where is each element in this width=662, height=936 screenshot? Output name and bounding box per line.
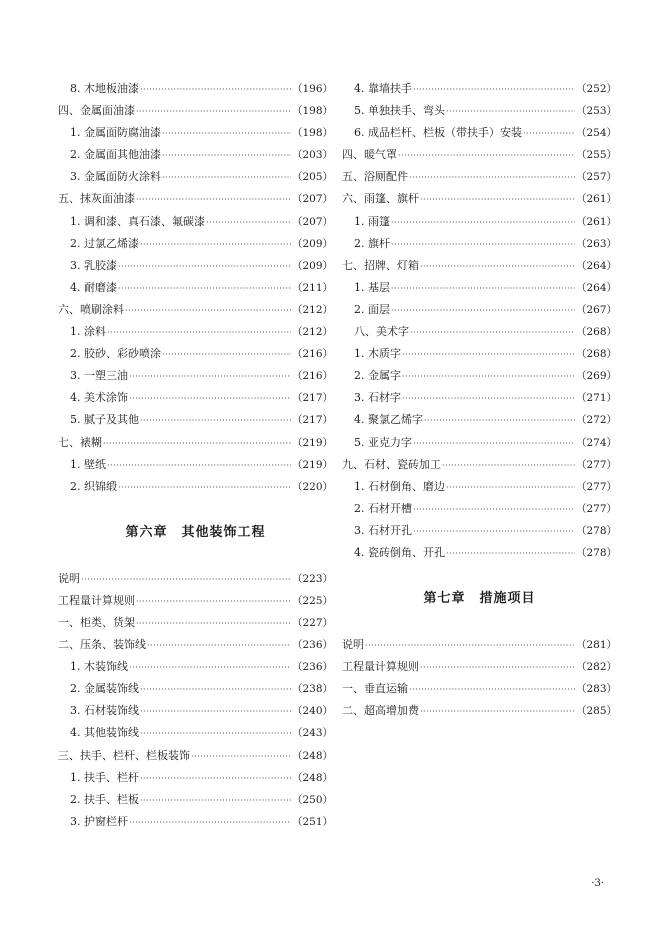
toc-entry <box>342 409 617 431</box>
chapter-number: 第六章 <box>125 524 168 540</box>
dot-leader <box>391 234 575 256</box>
dot-leader <box>81 569 291 591</box>
toc-entry-title: 1. 木装饰线 <box>70 660 128 674</box>
toc-entry-page: （209） <box>291 259 333 272</box>
toc-entry-title: 2. 过氯乙烯漆 <box>70 236 139 250</box>
toc-entry-title: 七、招牌、灯箱 <box>342 258 419 272</box>
dot-leader <box>446 101 575 123</box>
toc-entry-page: （253） <box>575 105 617 118</box>
dot-leader <box>206 212 291 234</box>
toc-entry-page: （236） <box>291 639 333 652</box>
toc-entry <box>342 166 617 188</box>
toc-entry-page: （281） <box>575 639 617 652</box>
dot-leader <box>162 167 291 189</box>
toc-list <box>58 568 333 833</box>
toc-entry-title: 七、裱糊 <box>58 435 102 449</box>
toc-entry <box>58 78 333 100</box>
dot-leader <box>402 388 575 410</box>
toc-entry-title: 五、浴厕配件 <box>342 170 408 184</box>
toc-entry-page: （283） <box>575 683 617 696</box>
toc-entry-title: 二、压条、装饰线 <box>58 638 146 652</box>
dot-leader <box>129 388 291 410</box>
toc-entry <box>342 188 617 210</box>
toc-entry-page: （264） <box>575 259 617 272</box>
dot-leader <box>129 812 291 834</box>
dot-leader <box>413 499 575 521</box>
toc-entry <box>342 387 617 409</box>
dot-leader <box>140 701 291 723</box>
toc-entry-title: 四、金属面油漆 <box>58 104 135 118</box>
toc-entry <box>58 590 333 612</box>
toc-entry <box>342 343 617 365</box>
toc-entry <box>58 122 333 144</box>
toc-entry-title: 5. 亚克力字 <box>354 435 412 449</box>
toc-entry-title: 3. 金属面防火涂料 <box>70 170 161 184</box>
toc-entry-page: （236） <box>291 661 333 674</box>
dot-leader <box>424 410 575 432</box>
toc-entry-page: （212） <box>291 303 333 316</box>
toc-entry <box>342 476 617 498</box>
dot-leader <box>136 189 291 211</box>
toc-entry-title: 4. 耐磨漆 <box>70 280 117 294</box>
chapter-number: 第七章 <box>423 591 466 607</box>
toc-entry-title: 六、喷刷涂料 <box>58 302 124 316</box>
toc-entry-title: 2. 金属装饰线 <box>70 682 139 696</box>
toc-entry-title: 工程量计算规则 <box>58 593 135 607</box>
toc-entry-page: （243） <box>291 727 333 740</box>
toc-entry-title: 3. 石材字 <box>354 391 401 405</box>
dot-leader <box>140 768 291 790</box>
toc-entry <box>58 343 333 365</box>
toc-list <box>58 78 333 498</box>
dot-leader <box>413 79 575 101</box>
toc-entry-page: （282） <box>575 661 617 674</box>
toc-entry <box>58 568 333 590</box>
toc-entry <box>342 144 617 166</box>
toc-entry <box>58 299 333 321</box>
toc-entry-title: 五、抹灰面油漆 <box>58 192 135 206</box>
dot-leader <box>191 746 291 768</box>
toc-entry <box>342 233 617 255</box>
dot-leader <box>410 322 575 344</box>
toc-entry <box>58 700 333 722</box>
dot-leader <box>402 366 575 388</box>
toc-entry-title: 说明 <box>58 571 80 585</box>
toc-entry-title: 1. 石材倒角、磨边 <box>354 479 445 493</box>
toc-entry-page: （198） <box>291 127 333 140</box>
dot-leader <box>118 256 291 278</box>
toc-entry-page: （251） <box>291 815 333 828</box>
toc-entry-title: 4. 美术涂饰 <box>70 391 128 405</box>
toc-entry-page: （277） <box>575 480 617 493</box>
toc-entry-title: 1. 雨篷 <box>354 214 390 228</box>
toc-entry-page: （207） <box>291 193 333 206</box>
toc-list <box>342 78 617 564</box>
dot-leader <box>162 123 291 145</box>
dot-leader <box>136 613 291 635</box>
toc-entry-title: 说明 <box>342 638 364 652</box>
toc-entry-title: 三、扶手、栏杆、栏板装饰 <box>58 748 190 762</box>
dot-leader <box>129 657 291 679</box>
toc-entry-title: 1. 金属面防腐油漆 <box>70 126 161 140</box>
toc-entry-page: （261） <box>575 193 617 206</box>
toc-entry <box>58 387 333 409</box>
toc-entry <box>58 767 333 789</box>
toc-entry-page: （278） <box>575 524 617 537</box>
toc-entry-title: 1. 基层 <box>354 280 390 294</box>
toc-list <box>342 634 617 722</box>
toc-entry-page: （207） <box>291 215 333 228</box>
toc-entry-title: 1. 壁纸 <box>70 457 106 471</box>
dot-leader <box>107 322 291 344</box>
dot-leader <box>118 477 291 499</box>
toc-entry-title: 工程量计算规则 <box>342 660 419 674</box>
toc-entry <box>342 321 617 343</box>
toc-entry-page: （216） <box>291 348 333 361</box>
toc-entry <box>58 432 333 454</box>
toc-entry-title: 2. 旗杆 <box>354 236 390 250</box>
dot-leader <box>420 189 575 211</box>
toc-entry-title: 2. 扶手、栏板 <box>70 792 139 806</box>
dot-leader <box>140 790 291 812</box>
toc-left-column <box>58 78 333 833</box>
dot-leader <box>402 344 575 366</box>
toc-entry <box>342 542 617 564</box>
toc-entry-title: 八、美术字 <box>354 325 409 339</box>
toc-entry-title: 3. 一塑三油 <box>70 369 128 383</box>
dot-leader <box>162 145 291 167</box>
toc-entry-page: （209） <box>291 237 333 250</box>
dot-leader <box>118 278 291 300</box>
toc-entry-page: （267） <box>575 303 617 316</box>
toc-entry-title: 1. 木质字 <box>354 347 401 361</box>
toc-entry <box>58 789 333 811</box>
dot-leader <box>446 543 575 565</box>
toc-entry-title: 3. 石材开孔 <box>354 523 412 537</box>
toc-entry-page: （240） <box>291 705 333 718</box>
dot-leader <box>103 433 291 455</box>
toc-entry-page: （261） <box>575 215 617 228</box>
toc-entry-page: （268） <box>575 326 617 339</box>
dot-leader <box>420 701 575 723</box>
toc-entry-title: 4. 聚氯乙烯字 <box>354 413 423 427</box>
page-number: ·3· <box>591 878 604 889</box>
toc-entry-page: （250） <box>291 793 333 806</box>
chapter-title: 措施项目 <box>479 591 536 607</box>
toc-entry <box>58 656 333 678</box>
dot-leader <box>365 635 575 657</box>
toc-entry-title: 3. 石材装饰线 <box>70 704 139 718</box>
toc-entry-page: （217） <box>291 392 333 405</box>
toc-entry <box>58 277 333 299</box>
toc-entry <box>58 144 333 166</box>
toc-entry-page: （278） <box>575 546 617 559</box>
toc-entry-title: 4. 其他装饰线 <box>70 726 139 740</box>
dot-leader <box>162 344 291 366</box>
dot-leader <box>140 79 291 101</box>
toc-entry <box>342 656 617 678</box>
toc-entry-title: 一、垂直运输 <box>342 682 408 696</box>
toc-entry-title: 1. 调和漆、真石漆、氟碳漆 <box>70 214 205 228</box>
dot-leader <box>147 635 291 657</box>
toc-entry <box>58 409 333 431</box>
toc-entry-title: 4. 靠墙扶手 <box>354 82 412 95</box>
toc-entry <box>342 520 617 542</box>
toc-entry <box>58 454 333 476</box>
toc-entry <box>342 454 617 476</box>
dot-leader <box>523 123 575 145</box>
toc-entry-page: （248） <box>291 771 333 784</box>
dot-leader <box>136 591 291 613</box>
dot-leader <box>413 433 575 455</box>
dot-leader <box>391 300 575 322</box>
dot-leader <box>446 477 575 499</box>
toc-right-column <box>342 78 617 722</box>
toc-entry <box>58 100 333 122</box>
toc-entry-page: （205） <box>291 171 333 184</box>
toc-entry <box>342 122 617 144</box>
dot-leader <box>409 167 575 189</box>
toc-entry <box>58 321 333 343</box>
toc-entry-page: （198） <box>291 105 333 118</box>
toc-entry-page: （211） <box>291 281 333 294</box>
toc-entry-title: 2. 胶砂、彩砂喷涂 <box>70 347 161 361</box>
toc-entry-page: （225） <box>291 594 333 607</box>
toc-entry-page: （203） <box>291 149 333 162</box>
toc-entry <box>342 277 617 299</box>
toc-entry <box>58 476 333 498</box>
toc-entry-page: （227） <box>291 616 333 629</box>
toc-entry-title: 2. 面层 <box>354 302 390 316</box>
toc-entry-title: 5. 腻子及其他 <box>70 413 139 427</box>
toc-entry-title: 8. 木地板油漆 <box>70 82 139 95</box>
dot-leader <box>391 212 575 234</box>
toc-entry-page: （257） <box>575 171 617 184</box>
dot-leader <box>391 278 575 300</box>
dot-leader <box>413 521 575 543</box>
dot-leader <box>420 657 575 679</box>
toc-entry <box>342 299 617 321</box>
chapter-heading <box>342 570 617 628</box>
dot-leader <box>129 366 291 388</box>
toc-entry-title: 1. 涂料 <box>70 325 106 339</box>
toc-entry-page: （248） <box>291 749 333 762</box>
toc-entry <box>58 722 333 744</box>
toc-entry <box>58 678 333 700</box>
toc-entry-page: （217） <box>291 414 333 427</box>
dot-leader <box>398 145 575 167</box>
dot-leader <box>409 679 575 701</box>
toc-entry <box>58 188 333 210</box>
toc-entry <box>58 233 333 255</box>
dot-leader <box>107 455 291 477</box>
toc-entry-page: （254） <box>575 127 617 140</box>
toc-entry <box>342 211 617 233</box>
toc-entry <box>58 745 333 767</box>
dot-leader <box>125 300 291 322</box>
toc-entry-page: （196） <box>291 83 333 95</box>
toc-entry-page: （277） <box>575 458 617 471</box>
toc-entry-page: （216） <box>291 370 333 383</box>
toc-entry <box>58 612 333 634</box>
toc-entry <box>58 811 333 833</box>
dot-leader <box>442 455 575 477</box>
toc-entry <box>58 255 333 277</box>
toc-entry-title: 二、超高增加费 <box>342 704 419 718</box>
toc-entry-page: （271） <box>575 392 617 405</box>
toc-entry <box>58 211 333 233</box>
dot-leader <box>140 410 291 432</box>
toc-entry-title: 2. 石材开槽 <box>354 501 412 515</box>
toc-entry <box>342 498 617 520</box>
toc-entry-page: （274） <box>575 436 617 449</box>
toc-entry <box>342 255 617 277</box>
toc-entry <box>342 78 617 100</box>
toc-entry-title: 5. 单独扶手、弯头 <box>354 104 445 118</box>
toc-entry-page: （223） <box>291 572 333 585</box>
toc-entry-page: （269） <box>575 370 617 383</box>
toc-entry-title: 一、柜类、货架 <box>58 615 135 629</box>
toc-entry <box>342 365 617 387</box>
toc-entry <box>58 365 333 387</box>
toc-entry <box>342 634 617 656</box>
toc-entry-page: （285） <box>575 705 617 718</box>
toc-entry-page: （219） <box>291 436 333 449</box>
toc-entry <box>58 634 333 656</box>
toc-entry-page: （268） <box>575 348 617 361</box>
toc-entry-title: 2. 织锦缎 <box>70 479 117 493</box>
toc-entry-title: 4. 瓷砖倒角、开孔 <box>354 545 445 559</box>
toc-entry-page: （263） <box>575 237 617 250</box>
dot-leader <box>136 101 291 123</box>
toc-entry-title: 3. 乳胶漆 <box>70 258 117 272</box>
dot-leader <box>420 256 575 278</box>
toc-entry-page: （252） <box>575 83 617 95</box>
toc-entry-page: （220） <box>291 480 333 493</box>
toc-entry-title: 1. 扶手、栏杆 <box>70 770 139 784</box>
toc-entry-title: 3. 护窗栏杆 <box>70 814 128 828</box>
toc-entry-page: （219） <box>291 458 333 471</box>
toc-entry-page: （272） <box>575 414 617 427</box>
toc-entry-title: 6. 成品栏杆、栏板（带扶手）安装 <box>354 126 522 140</box>
toc-entry-title: 2. 金属面其他油漆 <box>70 148 161 162</box>
dot-leader <box>140 679 291 701</box>
toc-entry-page: （212） <box>291 326 333 339</box>
toc-entry <box>342 432 617 454</box>
toc-entry <box>58 166 333 188</box>
toc-entry-title: 六、雨篷、旗杆 <box>342 192 419 206</box>
toc-entry-page: （277） <box>575 502 617 515</box>
toc-entry-page: （264） <box>575 281 617 294</box>
chapter-title: 其他装饰工程 <box>181 524 266 540</box>
toc-entry-title: 九、石材、瓷砖加工 <box>342 457 441 471</box>
toc-entry <box>342 700 617 722</box>
toc-entry-title: 2. 金属字 <box>354 369 401 383</box>
toc-entry-page: （238） <box>291 683 333 696</box>
toc-entry <box>342 678 617 700</box>
toc-entry <box>342 100 617 122</box>
chapter-heading <box>58 503 333 563</box>
dot-leader <box>140 234 291 256</box>
toc-entry-title: 四、暖气罩 <box>342 148 397 162</box>
toc-entry-page: （255） <box>575 149 617 162</box>
dot-leader <box>140 723 291 745</box>
